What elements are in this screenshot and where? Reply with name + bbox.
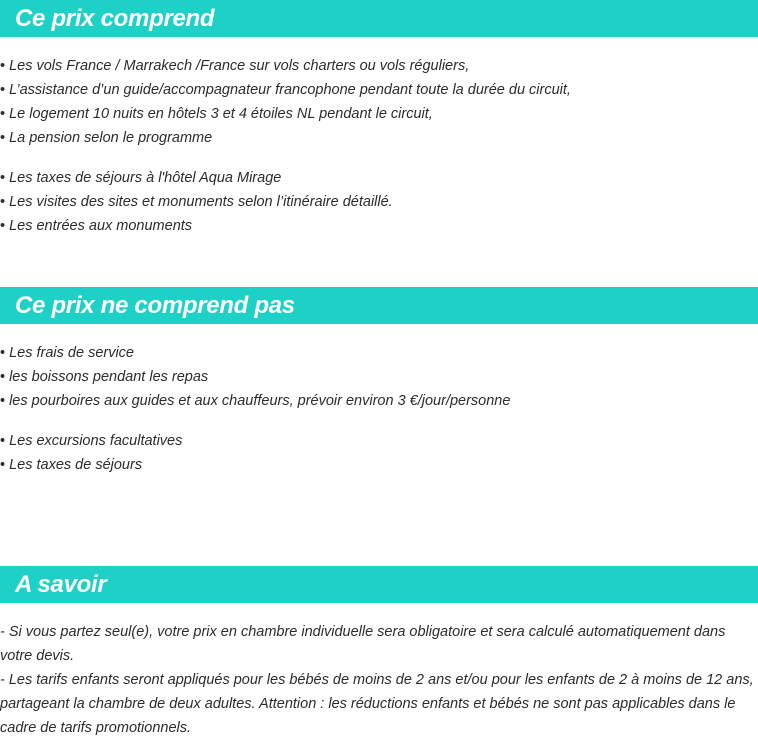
section-title-a-savoir: A savoir — [15, 571, 107, 598]
info-paragraph-children: - Les tarifs enfants seront appliqués pour les bébés de moins de 2 ans et/ou pour les enfants de 2 à moins de 12 ans, partageant la chambre de deux adultes. Attention : les réductions enfants et bébés ne sont pas applicables dans le cadre de tarifs promotionnels. — [0, 672, 754, 736]
section-header-not-included — [0, 287, 758, 324]
not-included-list-2 — [0, 429, 758, 477]
section-header-included — [0, 0, 758, 37]
list-item: • Les vols France / Marrakech /France sur vols charters ou vols réguliers, — [0, 54, 758, 78]
list-item: • Les frais de service — [0, 341, 758, 365]
section-header-a-savoir — [0, 566, 758, 603]
not-included-list-1 — [0, 341, 758, 413]
list-item: • les pourboires aux guides et aux chauffeurs, prévoir environ 3 €/jour/personne — [0, 389, 758, 413]
section-title-included: Ce prix comprend — [15, 5, 215, 32]
list-item: • Les taxes de séjours — [0, 453, 758, 477]
list-item: • les boissons pendant les repas — [0, 365, 758, 389]
included-list-2 — [0, 166, 758, 238]
info-paragraph-single: - Si vous partez seul(e), votre prix en chambre individuelle sera obligatoire et sera calculé automatiquement dans votre devis. — [0, 624, 726, 664]
section-title-not-included: Ce prix ne comprend pas — [15, 292, 295, 319]
included-list-1 — [0, 54, 758, 150]
list-item: • Les taxes de séjours à l'hôtel Aqua Mirage — [0, 166, 758, 190]
list-item: • Le logement 10 nuits en hôtels 3 et 4 étoiles NL pendant le circuit, — [0, 102, 758, 126]
list-item: • La pension selon le programme — [0, 126, 758, 150]
list-item: • Les visites des sites et monuments selon l’itinéraire détaillé. — [0, 190, 758, 214]
list-item: • Les excursions facultatives — [0, 429, 758, 453]
list-item: • Les entrées aux monuments — [0, 214, 758, 238]
list-item: • L’assistance d’un guide/accompagnateur francophone pendant toute la durée du circuit, — [0, 78, 758, 102]
